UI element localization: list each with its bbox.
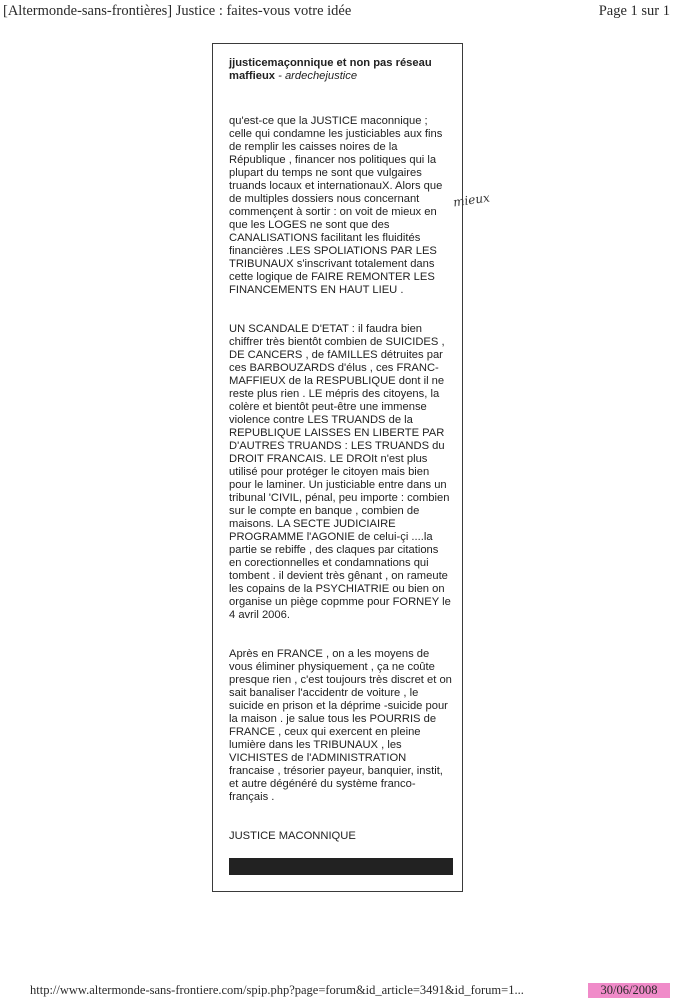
post-paragraph-1: qu'est-ce que la JUSTICE maconnique ; celle qui condamne les justiciables aux fins de remplir les caisses noires de la République , financer nos politiques qui la plupart du temps ne sont que vulgaires truands locaux et internationauX. Alors que de multiples dossiers nous concernant commençent à sortir : on voit de mieux en que les LOGES ne sont que des CANALISATIONS facilitant les fluidités financières .LES SPOLIATIONS PAR LES TRIBUNAUX s'inscrivant totalement dans cette logique de FAIRE REMONTER LES FINANCEMENTS EN HAUT LIEU . bbox=[229, 115, 443, 296]
handwritten-annotation: mieux bbox=[452, 190, 491, 210]
page-number: Page 1 sur 1 bbox=[598, 3, 670, 19]
footer-url: http://www.altermonde-sans-frontiere.com/spip.php?page=forum&id_article=3491&id_forum=1... bbox=[30, 983, 524, 997]
forum-post bbox=[229, 57, 453, 843]
post-paragraph-3: Après en FRANCE , on a les moyens de vous éliminer physiquement , ça ne coûte presque rien , c'est toujours très discret et on sait banaliser l'accidentr de voiture , le suicide en prison et la déprime -suicide pour la maison . je salue tous les POURRIS de FRANCE , ceux qui exercent en pleine lumière dans les TRIBUNAUX , les VICHISTES de l'ADMINISTRATION francaise , trésorier payeur, banquier, instit, et autre dégénéré du système franco-français . bbox=[229, 648, 452, 803]
post-title-text: jjusticemaçonnique et non pas réseau maffieux bbox=[229, 57, 432, 82]
post-title bbox=[229, 57, 453, 83]
post-signature: JUSTICE MACONNIQUE bbox=[229, 830, 356, 842]
redaction-bar bbox=[229, 858, 453, 875]
footer-date: 30/06/2008 bbox=[588, 983, 670, 998]
post-paragraph-2: UN SCANDALE D'ETAT : il faudra bien chiffrer très bientôt combien de SUICIDES , DE CANCERS , de fAMILLES détruites par ces BARBOUZARDS d'élus , ces FRANC-MAFFIEUX de la RESPUBLIQUE dont il ne reste plus rien . LE mépris des citoyens, la colère et bientôt peut-être une immense violence contre LES TRUANDS de la REPUBLIQUE LAISSES EN LIBERTE PAR D'AUTRES TRUANDS : LES TRUANDS du DROIT FRANCAIS. LE DROIt n'est plus utilisé pour protéger le citoyen mais bien pour le laminer. Un justiciable entre dans un tribunal 'CIVIL, pénal, peu importe : combien sur le compte en banque , combien de maisons. LA SECTE JUDICIAIRE PROGRAMME l'AGONIE de celui-çi ....la partie se rebiffe , des claques par citations en corectionnelles et condamnations qui tombent . il devient très gênant , on rameute les copains de la PSYCHIATRIE ou bien on organise un piège copmme pour FORNEY le 4 avril 2006. bbox=[229, 323, 451, 621]
post-author: - ardechejustice bbox=[278, 70, 358, 82]
page-header-title: [Altermonde-sans-frontières] Justice : faites-vous votre idée bbox=[3, 3, 352, 19]
